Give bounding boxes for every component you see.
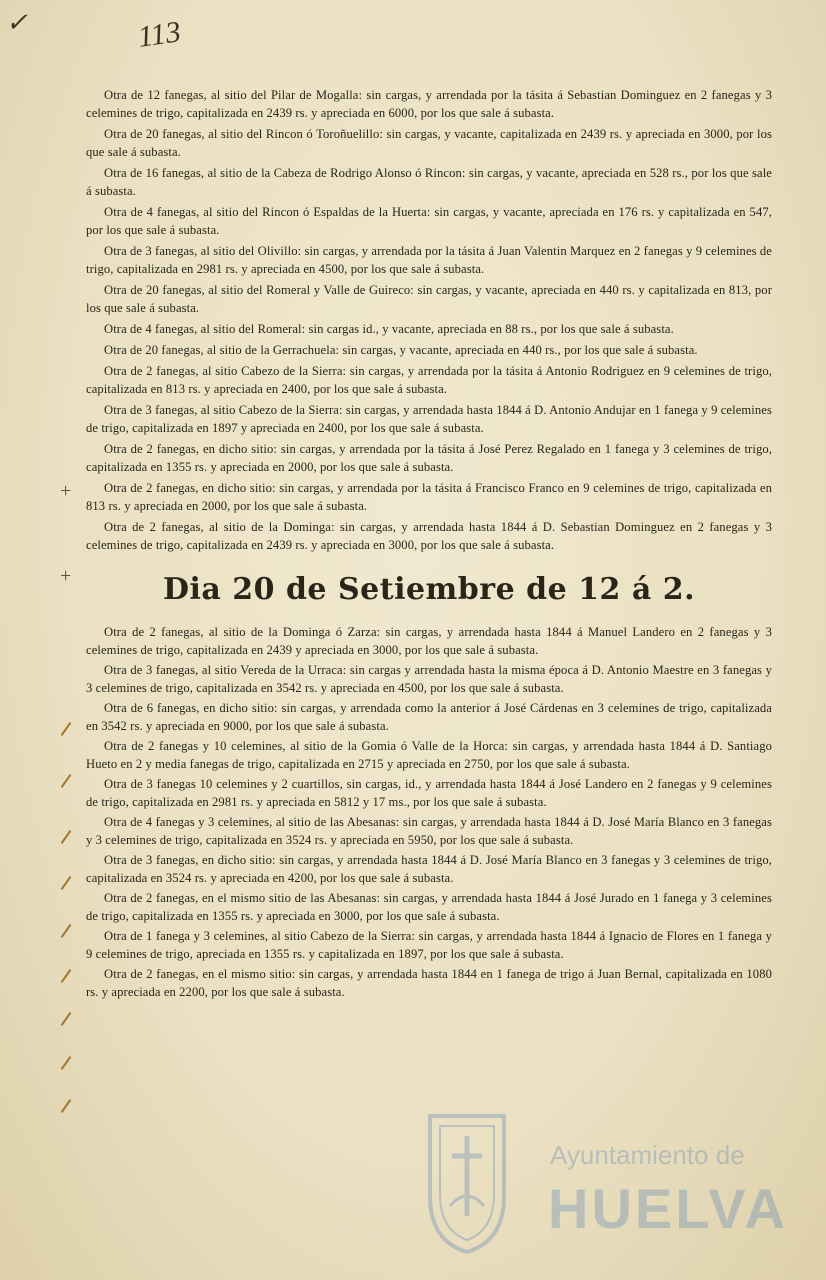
property-entry: Otra de 1 fanega y 3 celemines, al sitio Cabezo de la Sierra: sin cargas, y arrendada hasta 1844 á Ignacio de Flores en 1 fanega y 9 celemines de trigo, apreciada en 1355 rs. y capitalizada en 1897, por los que sale á subasta. bbox=[86, 929, 772, 961]
margin-pencil-mark bbox=[61, 876, 72, 890]
property-entry: Otra de 4 fanegas, al sitio del Rincon ó Espaldas de la Huerta: sin cargas, y vacante, apreciada en 176 rs. y capitalizada en 547, por los que sale á subasta. bbox=[86, 205, 772, 237]
property-entry: Otra de 20 fanegas, al sitio de la Gerrachuela: sin cargas, y vacante, apreciada en 440 rs., por los que sale á subasta. bbox=[104, 343, 698, 357]
document-body bbox=[86, 86, 772, 1003]
property-entry: Otra de 20 fanegas, al sitio del Rincon ó Toroñuelillo: sin cargas, y vacante, capitalizada en 2439 rs. y apreciada en 3000, por los que sale á subasta. bbox=[86, 127, 772, 159]
margin-pencil-mark bbox=[61, 722, 72, 736]
property-entry: Otra de 2 fanegas, en dicho sitio: sin cargas, y arrendada por la tásita á Francisco Franco en 9 celemines de trigo, capitalizada en 813 rs. y apreciada en 2000, por los que sale á subasta. bbox=[86, 481, 772, 513]
folio-number: 113 bbox=[135, 15, 183, 54]
property-entry: Otra de 3 fanegas, en dicho sitio: sin cargas, y arrendada hasta 1844 á D. José María Blanco en 3 fanegas y 3 celemines de trigo, capitalizada en 3524 rs. y apreciada en 4200, por los que sale á subasta. bbox=[86, 853, 772, 885]
property-entry: Otra de 2 fanegas, al sitio Cabezo de la Sierra: sin cargas, y arrendada por la tásita á Antonio Rodriguez en 9 celemines de trigo, capitalizada en 813 rs. y apreciada en 2400, por los que sale á subasta. bbox=[86, 364, 772, 396]
property-entry: Otra de 3 fanegas 10 celemines y 2 cuartillos, sin cargas, id., y arrendada hasta 1844 á José Landero en 2 fanegas y 9 celemines de trigo, capitalizada en 2981 rs. y apreciada en 5812 y 17 ms., por los que sale á subasta. bbox=[86, 777, 772, 809]
section-heading: Dia 20 de Setiembre de 12 á 2. bbox=[162, 572, 696, 607]
watermark bbox=[400, 1100, 788, 1270]
property-entry: Otra de 2 fanegas, en dicho sitio: sin cargas, y arrendada por la tásita á José Perez Regalado en 1 fanega y 3 celemines de trigo, capitalizada en 1355 rs. y apreciada en 2000, por los que sale á subasta. bbox=[86, 442, 772, 474]
margin-pencil-mark bbox=[61, 924, 72, 938]
property-entry: Otra de 12 fanegas, al sitio del Pilar de Mogalla: sin cargas, y arrendada por la tásita á Sebastian Dominguez en 2 fanegas y 3 celemines de trigo, capitalizada en 2439 rs. y apreciada en 6000, por los que sale á subasta. bbox=[86, 88, 772, 120]
property-entry: Otra de 6 fanegas, en dicho sitio: sin cargas, y arrendada como la anterior á José Cárdenas en 3 celemines de trigo, capitalizada en 3542 rs. y apreciada en 9000, por los que sale á subasta. bbox=[86, 701, 772, 733]
entries-section-2 bbox=[86, 623, 772, 1001]
property-entry: Otra de 3 fanegas, al sitio Vereda de la Urraca: sin cargas y arrendada hasta la misma época á D. Antonio Maestre en 3 fanegas y 3 celemines de trigo, capitalizada en 3542 rs. y apreciada en 4500, por los que sale á subasta. bbox=[86, 663, 772, 695]
margin-pencil-mark bbox=[61, 1099, 72, 1113]
property-entry: Otra de 16 fanegas, al sitio de la Cabeza de Rodrigo Alonso ó Rincon: sin cargas, y vacante, apreciada en 528 rs., por los que sale á subasta. bbox=[86, 166, 772, 198]
property-entry: Otra de 3 fanegas, al sitio del Olivillo: sin cargas, y arrendada por la tásita á Juan Valentin Marquez en 2 fanegas y 9 celemines de trigo, capitalizada en 2981 rs. y apreciada en 4500, por los que sale á subasta. bbox=[86, 244, 772, 276]
margin-pencil-mark bbox=[61, 774, 72, 788]
property-entry: Otra de 4 fanegas y 3 celemines, al sitio de las Abesanas: sin cargas, y arrendada hasta 1844 á D. José María Blanco en 3 fanegas y 3 celemines de trigo, capitalizada en 3524 rs. y apreciada en 5950, por los que sale á subasta. bbox=[86, 815, 772, 847]
watermark-line-2: HUELVA bbox=[548, 1177, 788, 1240]
property-entry: Otra de 2 fanegas, en el mismo sitio: sin cargas, y arrendada hasta 1844 en 1 fanega de trigo á Juan Bernal, capitalizada en 1080 rs. y apreciada en 2200, por los que sale á subasta. bbox=[86, 967, 772, 999]
margin-pencil-mark bbox=[61, 1056, 72, 1070]
margin-pencil-mark bbox=[61, 1012, 72, 1026]
watermark-line-1: Ayuntamiento de bbox=[550, 1140, 745, 1170]
corner-check-mark: ✓ bbox=[6, 8, 28, 37]
property-entry: Otra de 2 fanegas, en el mismo sitio de las Abesanas: sin cargas, y arrendada hasta 1844 á José Jurado en 1 fanega y 3 celemines de trigo, capitalizada en 1355 rs. y apreciada en 3000, por los que sale á subasta. bbox=[86, 891, 772, 923]
margin-cross-mark: + bbox=[60, 565, 72, 587]
property-entry: Otra de 4 fanegas, al sitio del Romeral: sin cargas id., y vacante, apreciada en 88 rs., por los que sale á subasta. bbox=[104, 322, 674, 336]
margin-cross-mark: + bbox=[60, 480, 72, 502]
property-entry: Otra de 3 fanegas, al sitio Cabezo de la Sierra: sin cargas, y arrendada hasta 1844 á D. Antonio Andujar en 1 fanega y 9 celemines de trigo, capitalizada en 1897 y apreciada en 2400, por los que sale á subasta. bbox=[86, 403, 772, 435]
entries-section-1 bbox=[86, 86, 772, 554]
property-entry: Otra de 2 fanegas, al sitio de la Dominga ó Zarza: sin cargas, y arrendada hasta 1844 á Manuel Landero en 2 fanegas y 3 celemines de trigo, capitalizada en 2439 y apreciada en 3000, por los que sale á subasta. bbox=[86, 625, 772, 657]
property-entry: Otra de 2 fanegas, al sitio de la Dominga: sin cargas, y arrendada hasta 1844 á D. Sebastian Dominguez en 2 fanegas y 3 celemines de trigo, capitalizada en 2439 rs. y apreciada en 3000, por los que sale á subasta. bbox=[86, 520, 772, 552]
coat-of-arms-icon bbox=[422, 1106, 512, 1256]
property-entry: Otra de 2 fanegas y 10 celemines, al sitio de la Gomia ó Valle de la Horca: sin cargas, y arrendada hasta 1844 á D. Santiago Hueto en 2 y media fanegas de trigo, capitalizada en 2715 y apreciada en 2750, por los que sale á subasta. bbox=[86, 739, 772, 771]
property-entry: Otra de 20 fanegas, al sitio del Romeral y Valle de Guireco: sin cargas, y vacante, apreciada en 440 rs. y capitalizada en 813, por los que sale á subasta. bbox=[86, 283, 772, 315]
margin-pencil-mark bbox=[61, 830, 72, 844]
margin-pencil-mark bbox=[61, 969, 72, 983]
